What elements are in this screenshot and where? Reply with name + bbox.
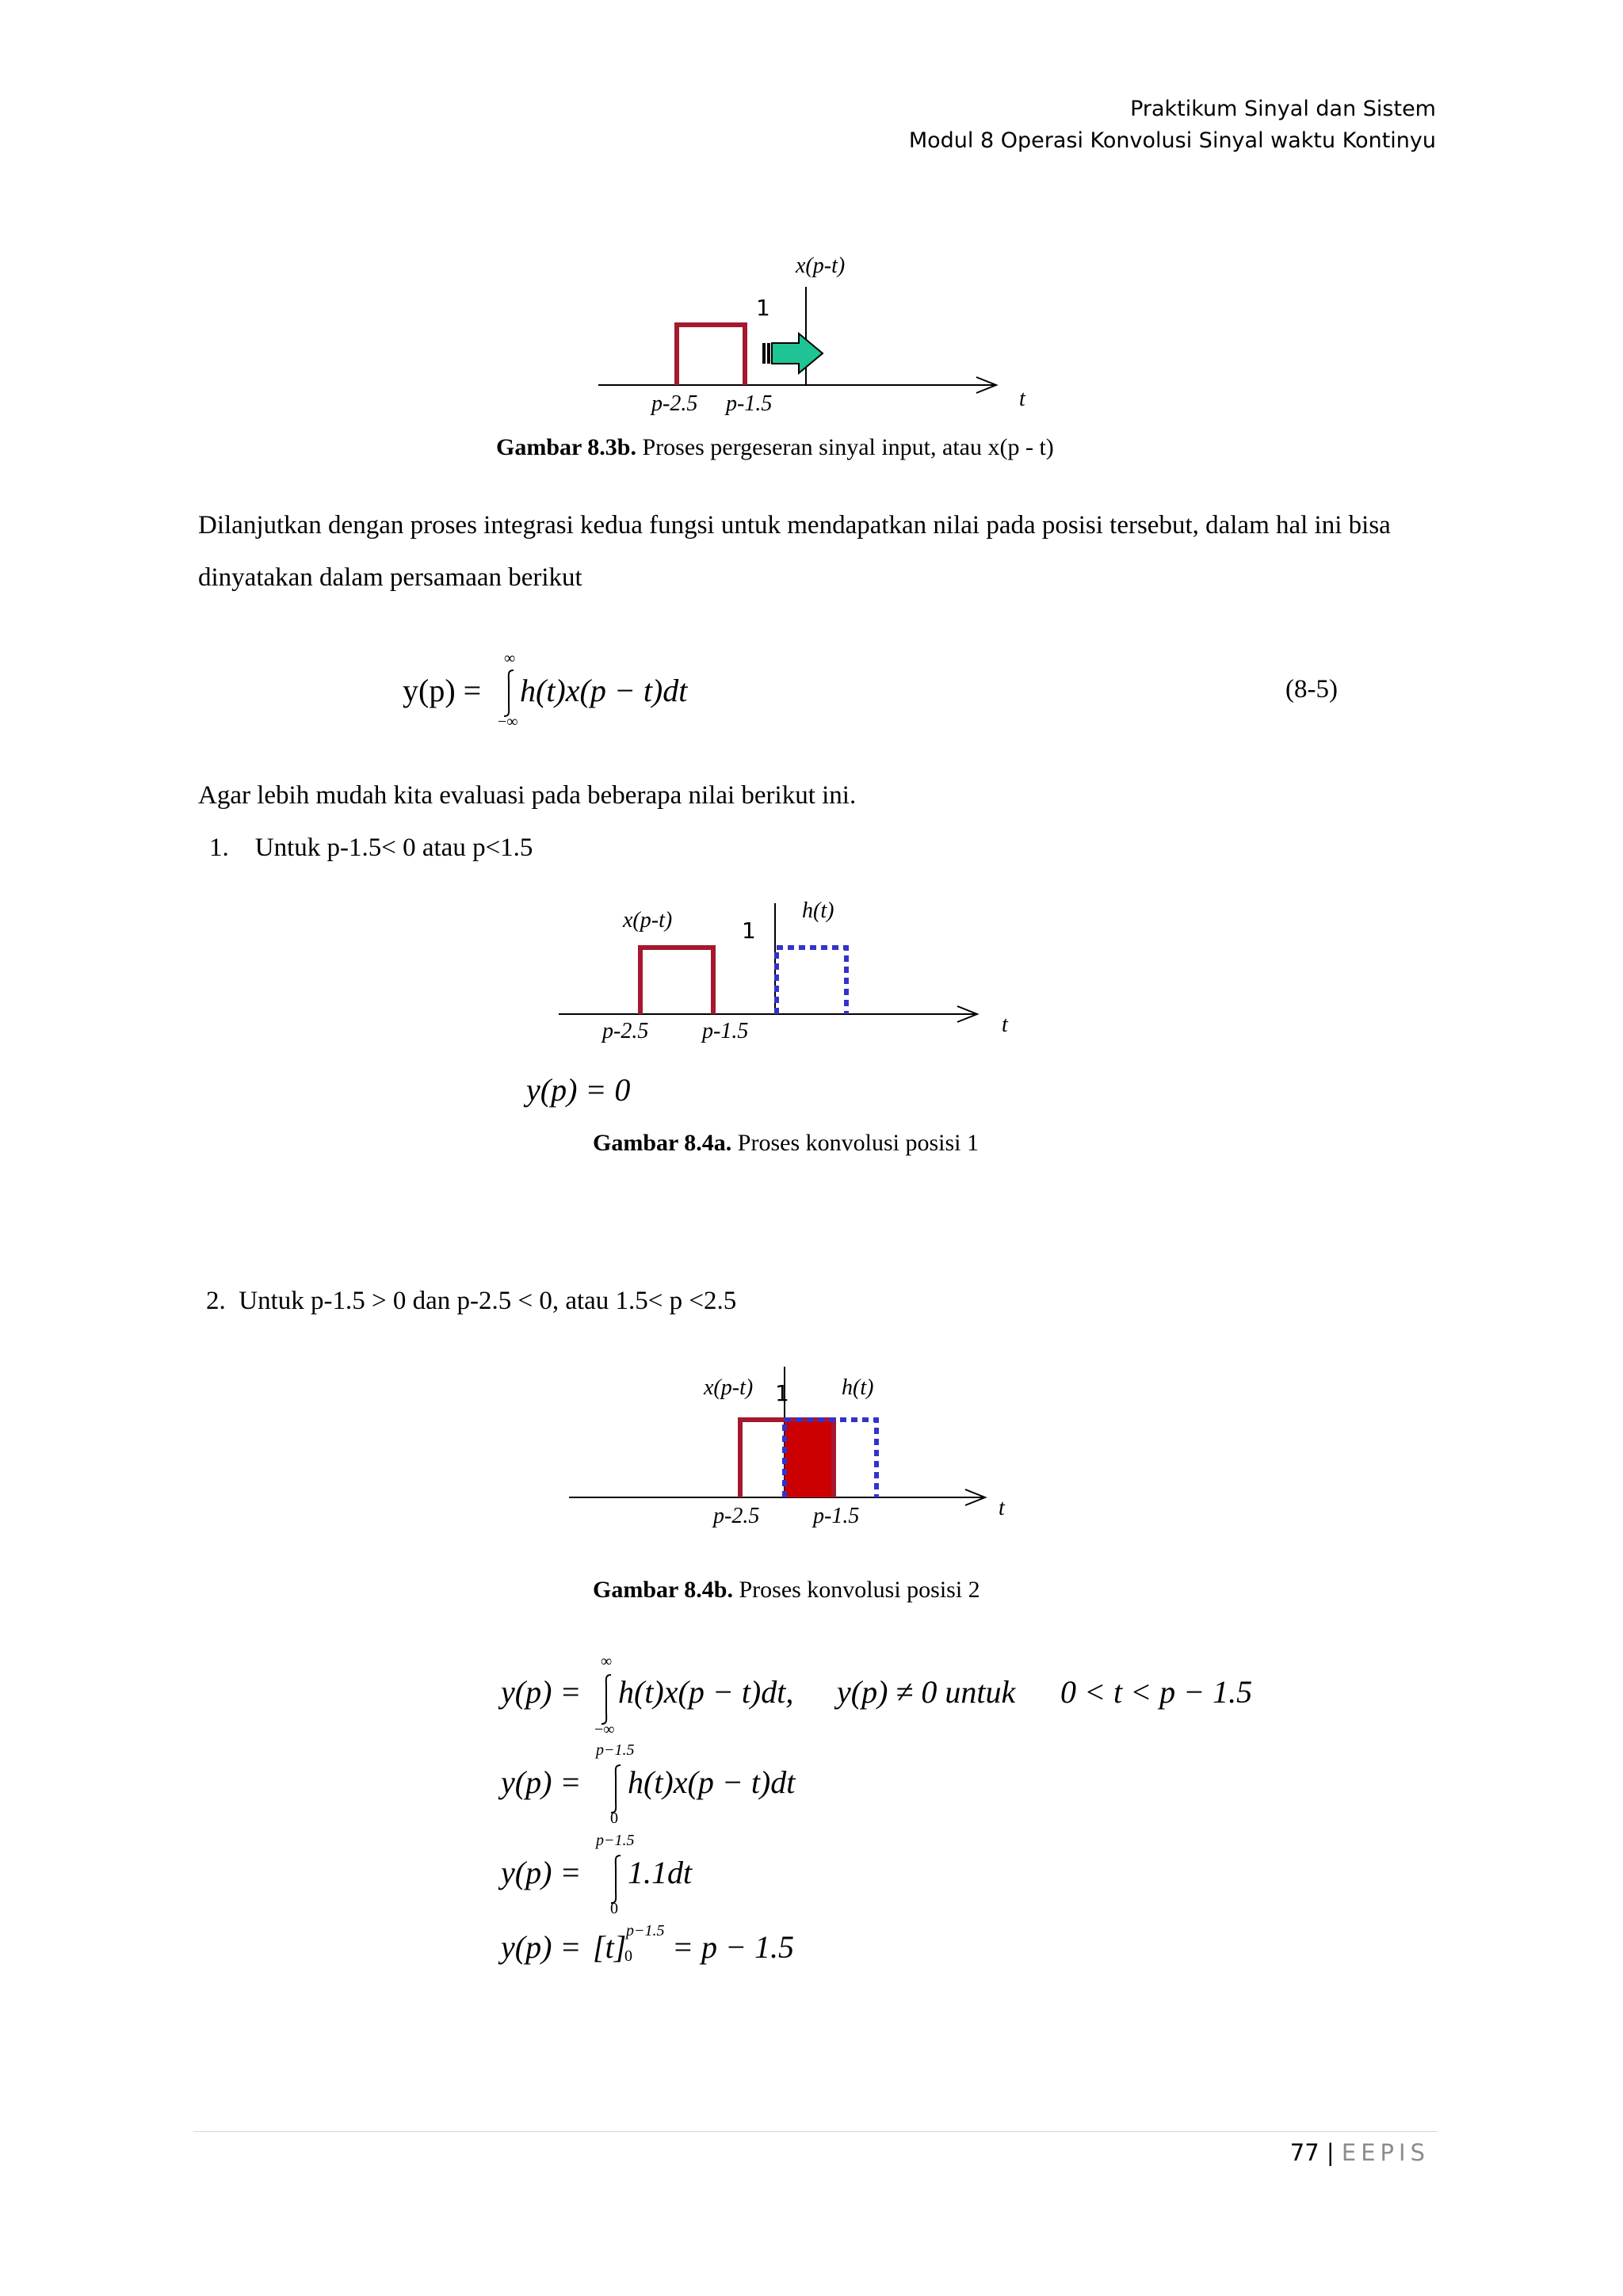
fig84a-result: y(p) = 0 xyxy=(526,1072,631,1108)
fig83b-tick-p-2-5: p-2.5 xyxy=(651,391,698,416)
deriv-l3-upper: p−1.5 xyxy=(596,1832,635,1849)
header-subtitle: Modul 8 Operasi Konvolusi Sinyal waktu Kontinyu xyxy=(908,128,1436,153)
fig83b-caption-bold: Gambar 8.3b. xyxy=(496,434,636,460)
fig83b-signal-label: x(p-t) xyxy=(796,254,846,278)
deriv-l1-lhs: y(p) = xyxy=(501,1674,582,1710)
fig84b-axis-label: t xyxy=(999,1496,1005,1520)
deriv-l4-lower: 0 xyxy=(624,1947,632,1965)
fig84a-axis-arrowhead xyxy=(957,1006,977,1022)
fig84b-caption xyxy=(593,1577,980,1604)
fig83b-shift-arrow-icon xyxy=(762,334,823,373)
fig84a-tick-p-1-5: p-1.5 xyxy=(702,1019,749,1043)
deriv-l1-upper: ∞ xyxy=(601,1653,613,1670)
deriv-l1-integrand: h(t)x(p − t)dt, xyxy=(618,1674,794,1710)
deriv-l2-upper: p−1.5 xyxy=(596,1741,635,1759)
footer-separator: | xyxy=(1326,2139,1335,2166)
deriv-l1-lower: −∞ xyxy=(594,1721,615,1738)
header-title: Praktikum Sinyal dan Sistem xyxy=(1130,97,1436,121)
fig84a-h-pulse xyxy=(777,948,846,1014)
intro-paragraph: Dilanjutkan dengan proses integrasi kedua fungsi untuk mendapatkan nilai pada posisi tersebut, dalam hal ini bisa dinyatakan dalam persamaan berikut xyxy=(198,511,1391,592)
fig84a-caption xyxy=(593,1130,979,1157)
fig83b-pulse xyxy=(677,325,745,385)
fig84a-x-label: x(p-t) xyxy=(623,908,673,933)
fig84a-tick-p-2-5: p-2.5 xyxy=(602,1019,649,1043)
fig84a-amplitude-label: 1 xyxy=(742,917,756,944)
deriv-l3-lower: 0 xyxy=(610,1900,618,1917)
figure-8-3b-graphics xyxy=(598,287,996,393)
deriv-l4-bracket: [t] xyxy=(593,1929,627,1965)
eq85-number: (8-5) xyxy=(1285,675,1338,704)
fig84b-h-label: h(t) xyxy=(842,1375,874,1400)
fig83b-tick-p-1-5: p-1.5 xyxy=(726,391,773,416)
eq85-lower-limit: −∞ xyxy=(498,713,518,730)
fig84b-x-label: x(p-t) xyxy=(704,1375,754,1400)
fig83b-caption xyxy=(496,434,1054,461)
fig83b-amplitude-label: 1 xyxy=(756,295,770,321)
fig84b-tick-p-1-5: p-1.5 xyxy=(813,1504,860,1528)
deriv-l2-integral-sign xyxy=(611,1765,621,1813)
fig84b-x-pulse xyxy=(740,1420,834,1497)
evaluate-item-1: 1. Untuk p-1.5< 0 atau p<1.5 xyxy=(209,833,533,862)
fig84a-caption-bold: Gambar 8.4a. xyxy=(593,1130,732,1156)
deriv-l1-condition: y(p) ≠ 0 untuk xyxy=(837,1674,1016,1710)
fig84b-tick-p-2-5: p-2.5 xyxy=(713,1504,760,1528)
fig84b-overlap-area xyxy=(785,1420,834,1497)
fig83b-axis-arrowhead xyxy=(976,377,996,393)
deriv-l4-lhs: y(p) = xyxy=(501,1929,582,1965)
fig84a-x-pulse xyxy=(640,948,713,1014)
footer-org: EEPIS xyxy=(1341,2139,1430,2166)
fig84b-caption-bold: Gambar 8.4b. xyxy=(593,1577,733,1603)
fig84b-axis-arrowhead xyxy=(965,1489,985,1505)
fig84a-h-label: h(t) xyxy=(802,898,834,923)
deriv-l3-integral-sign xyxy=(611,1855,621,1903)
deriv-l3-integrand: 1.1dt xyxy=(628,1855,693,1890)
eq85-integrand: h(t)x(p − t)dt xyxy=(520,673,688,708)
eq85-upper-limit: ∞ xyxy=(504,650,516,667)
fig84b-h-pulse xyxy=(785,1420,876,1497)
deriv-l2-lhs: y(p) = xyxy=(501,1764,582,1800)
footer-divider xyxy=(193,2131,1438,2132)
fig84b-caption-text: Proses konvolusi posisi 2 xyxy=(739,1577,980,1603)
figure-8-4a-graphics xyxy=(559,903,977,1022)
footer xyxy=(1290,2139,1430,2166)
eq85-lhs: y(p) = xyxy=(403,673,482,708)
fig84a-axis-label: t xyxy=(1002,1013,1008,1037)
deriv-l2-lower: 0 xyxy=(610,1810,618,1827)
fig83b-axis-label: t xyxy=(1019,387,1025,411)
evaluate-item-2: 2. Untuk p-1.5 > 0 dan p-2.5 < 0, atau 1.5< p <2.5 xyxy=(206,1287,737,1315)
deriv-l1-range: 0 < t < p − 1.5 xyxy=(1060,1674,1253,1710)
fig84b-amplitude-label: 1 xyxy=(775,1380,789,1406)
deriv-l2-integrand: h(t)x(p − t)dt xyxy=(628,1764,796,1800)
deriv-l1-integral-sign xyxy=(601,1675,611,1724)
deriv-l4-rhs: = p − 1.5 xyxy=(672,1929,794,1965)
page-number: 77 xyxy=(1289,2139,1319,2166)
fig84a-caption-text: Proses konvolusi posisi 1 xyxy=(737,1130,980,1156)
deriv-l4-upper: p−1.5 xyxy=(626,1922,665,1939)
deriv-l3-lhs: y(p) = xyxy=(501,1855,582,1890)
eq85-integral-sign xyxy=(504,670,514,716)
evaluate-lead: Agar lebih mudah kita evaluasi pada beberapa nilai berikut ini. xyxy=(198,781,857,810)
fig83b-caption-text: Proses pergeseran sinyal input, atau x(p - t) xyxy=(642,434,1054,460)
